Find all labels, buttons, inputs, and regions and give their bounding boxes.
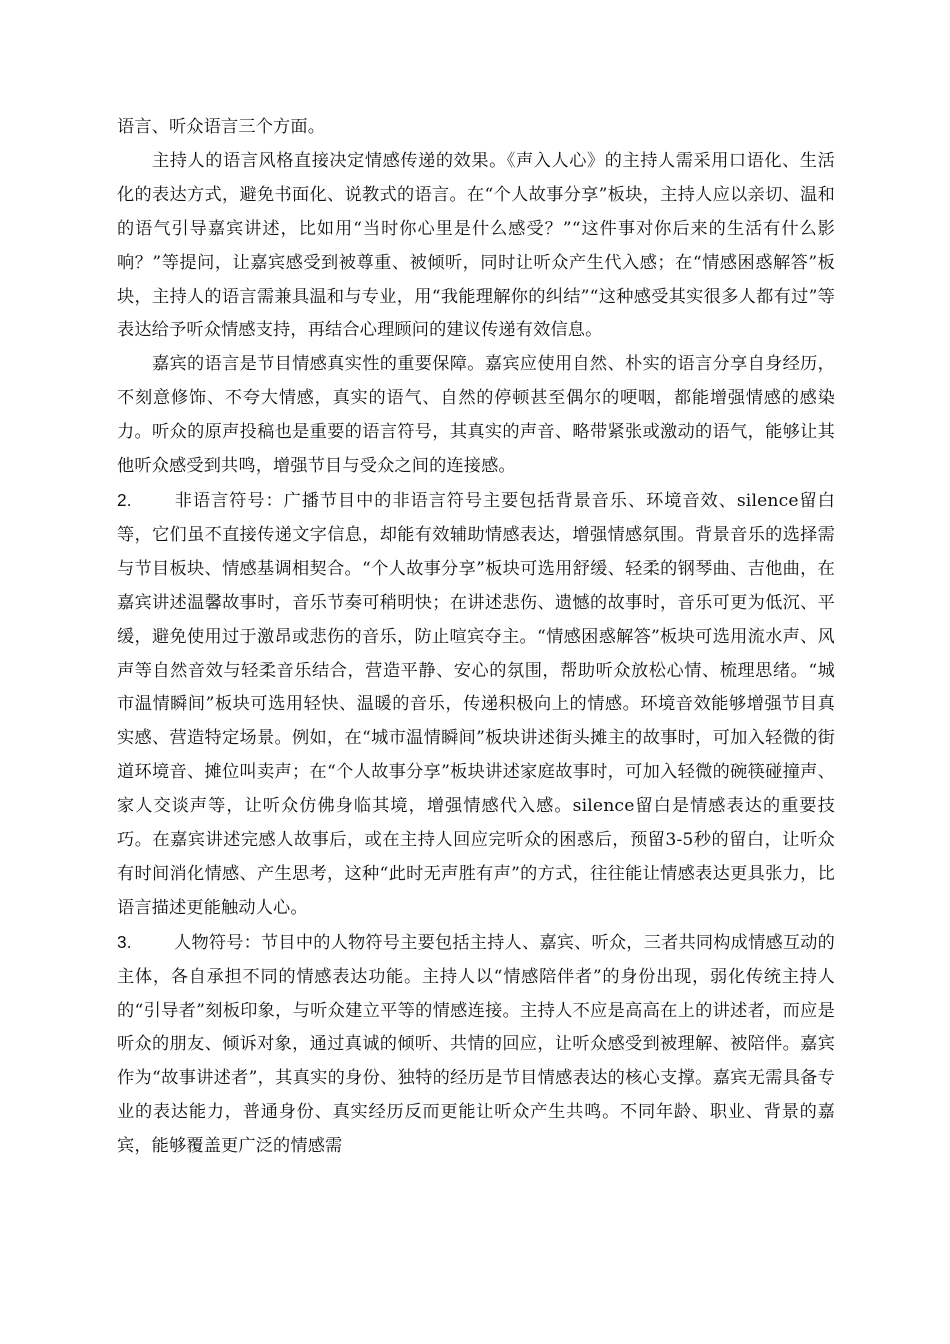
list-item-character-symbols <box>117 926 835 1164</box>
list-item-text: 人物符号：节目中的人物符号主要包括主持人、嘉宾、听众，三者共同构成情感互动的主体，各自承担不同的情感表达功能。主持人以“情感陪伴者”的身份出现，弱化传统主持人的“引导者”刻板印象，与听众建立平等的情感连接。主持人不应是高高在上的讲述者，而应是听众的朋友、倾诉对象，通过真诚的倾听、共情的回应，让听众感受到被理解、被陪伴。嘉宾作为“故事讲述者”，其真实的身份、独特的经历是节目情感表达的核心支撑。嘉宾无需具备专业的表达能力，普通身份、真实经历反而更能让听众产生共鸣。不同年龄、职业、背景的嘉宾，能够覆盖更广泛的情感需 <box>117 932 835 1157</box>
list-item-number: 2. <box>117 489 132 510</box>
list-item-nonverbal-symbols <box>117 484 835 926</box>
paragraph-guest-language: 嘉宾的语言是节目情感真实性的重要保障。嘉宾应使用自然、朴实的语言分享自身经历，不刻意修饰、不夸大情感，真实的语气、自然的停顿甚至偶尔的哽咽，都能增强情感的感染力。听众的原声投稿也是重要的语言符号，其真实的声音、略带紧张或激动的语气，能够让其他听众感受到共鸣，增强节目与受众之间的连接感。 <box>117 354 835 477</box>
paragraph-continuation: 语言、听众语言三个方面。 <box>117 117 326 137</box>
document-page <box>117 111 835 1164</box>
paragraph-host-language: 主持人的语言风格直接决定情感传递的效果。《声入人心》的主持人需采用口语化、生活化的表达方式，避免书面化、说教式的语言。在“个人故事分享”板块，主持人应以亲切、温和的语气引导嘉宾讲述，比如用“当时你心里是什么感受？”“这件事对你后来的生活有什么影响？”等提问，让嘉宾感受到被尊重、被倾听，同时让听众产生代入感；在“情感困惑解答”板块，主持人的语言需兼具温和与专业，用“我能理解你的纠结”“这种感受其实很多人都有过”等表达给予听众情感支持，再结合心理顾问的建议传递有效信息。 <box>117 150 835 341</box>
list-item-text: 非语言符号：广播节目中的非语言符号主要包括背景音乐、环境音效、silence留白等，它们虽不直接传递文字信息，却能有效辅助情感表达，增强情感氛围。背景音乐的选择需与节目板块、情感基调相契合。“个人故事分享”板块可选用舒缓、轻柔的钢琴曲、吉他曲，在嘉宾讲述温馨故事时，音乐节奏可稍明快；在讲述悲伤、遗憾的故事时，音乐可更为低沉、平缓，避免使用过于激昂或悲伤的音乐，防止喧宾夺主。“情感困惑解答”板块可选用流水声、风声等自然音效与轻柔音乐结合，营造平静、安心的氛围，帮助听众放松心情、梳理思绪。“城市温情瞬间”板块可选用轻快、温暖的音乐，传递积极向上的情感。环境音效能够增强节目真实感、营造特定场景。例如，在“城市温情瞬间”板块讲述街头摊主的故事时，可加入轻微的街道环境音、摊位叫卖声；在“个人故事分享”板块讲述家庭故事时，可加入轻微的碗筷碰撞声、家人交谈声等，让听众仿佛身临其境，增强情感代入感。silence留白是情感表达的重要技巧。在嘉宾讲述完感人故事后，或在主持人回应完听众的困惑后，预留3-5秒的留白，让听众有时间消化情感、产生思考，这种“此时无声胜有声”的方式，往往能让情感表达更具张力，比语言描述更能触动人心。 <box>117 490 835 918</box>
list-item-number: 3. <box>117 931 132 952</box>
